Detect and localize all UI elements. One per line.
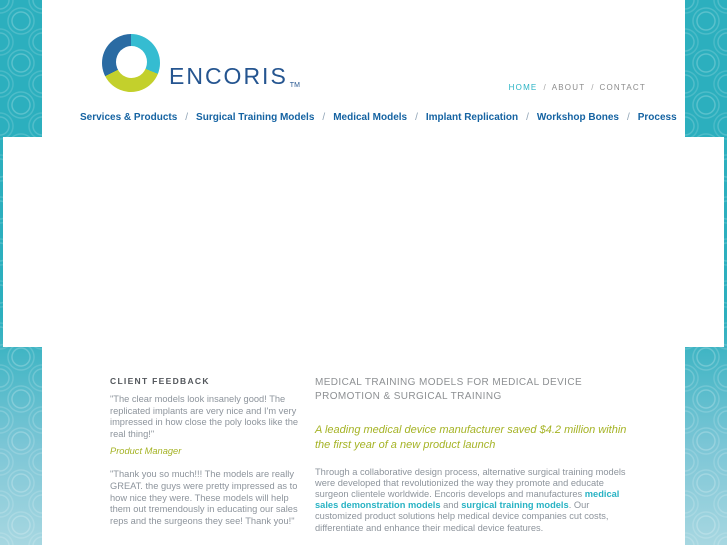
encoris-wordmark: [169, 63, 298, 90]
client-feedback-column: [110, 376, 304, 527]
brand-name: ENCORIS: [169, 63, 288, 89]
utility-nav: [509, 83, 646, 92]
testimonial-quote-1: "The clear models look insanely good! The replicated implants are very nice and I'm very impressed in how close the poly looks like the real thing!": [110, 394, 299, 439]
nav-separator: /: [322, 112, 326, 123]
encoris-logo[interactable]: [102, 34, 300, 94]
intro-paragraph: [315, 467, 635, 534]
nav-item-services-products[interactable]: Services & Products: [80, 112, 178, 123]
testimonial-attribution-1: Product Manager: [110, 446, 182, 457]
page-title: MEDICAL TRAINING MODELS FOR MEDICAL DEVICE PROMOTION & SURGICAL TRAINING: [315, 377, 583, 402]
trademark-symbol: TM: [289, 82, 300, 89]
paragraph-text: and: [440, 500, 462, 511]
nav-separator: /: [526, 112, 529, 123]
nav-separator: /: [415, 112, 418, 123]
main-nav: [80, 112, 677, 123]
utility-link-about[interactable]: ABOUT: [551, 83, 586, 92]
encoris-logo-icon: [102, 34, 160, 92]
utility-separator: /: [543, 83, 546, 92]
nav-item-medical-models[interactable]: Medical Models: [333, 112, 408, 123]
utility-separator: /: [591, 83, 594, 92]
testimonial-quote-2: "Thank you so much!!! The models are really GREAT. the guys were pretty impressed as to how nice they were. These models will help them out tremendously in educating our sales reps and the surgeons they see! Thank you!": [110, 469, 298, 526]
utility-link-home[interactable]: HOME: [508, 83, 538, 92]
nav-separator: /: [185, 112, 189, 123]
nav-separator: /: [626, 112, 630, 123]
nav-item-implant-replication[interactable]: Implant Replication: [425, 112, 519, 123]
link-surgical-training-models[interactable]: surgical training models: [461, 500, 569, 511]
nav-item-process[interactable]: Process: [637, 112, 677, 123]
nav-item-surgical-training-models[interactable]: Surgical Training Models: [196, 112, 315, 123]
paragraph-text: . Our customized product solutions help medical device companies cut costs, differentiate and enhance their medical device features.: [315, 500, 609, 533]
paragraph-text: Through a collaborative design process, alternative surgical training models were developed that revolutionized the way they promote and educate surgeon clientele worldwide. Encoris develops and manufactures: [315, 466, 626, 499]
highlight-statement: A leading medical device manufacturer saved $4.2 million within the first year of a new product launch: [315, 423, 627, 452]
nav-item-workshop-bones[interactable]: Workshop Bones: [536, 112, 619, 123]
hero-slider-area: [3, 137, 724, 347]
client-feedback-heading: CLIENT FEEDBACK: [110, 376, 210, 386]
main-content-column: [315, 376, 635, 534]
utility-link-contact[interactable]: CONTACT: [599, 83, 646, 92]
link-medical-sales-demonstration-models[interactable]: medical sales demonstration models: [315, 489, 620, 511]
